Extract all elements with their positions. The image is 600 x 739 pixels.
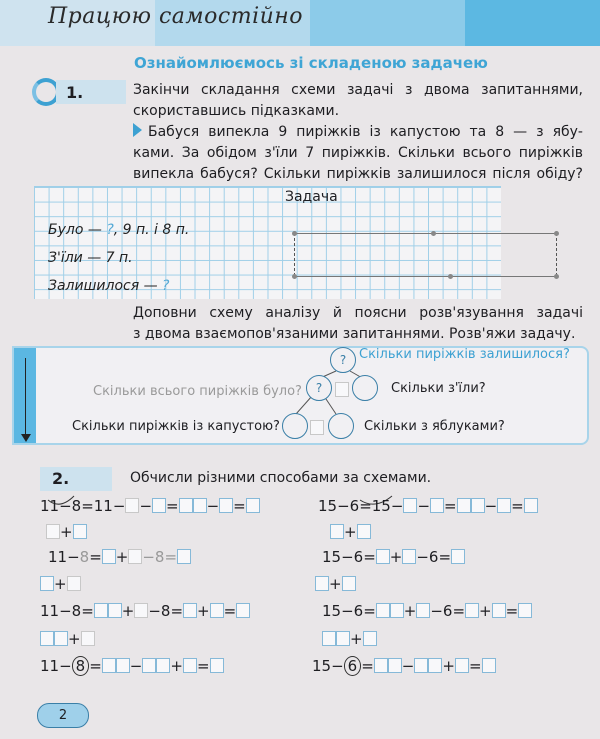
equation-right-3: 15−6= + −6= + = bbox=[322, 602, 532, 620]
decomp-right-2: + bbox=[315, 575, 356, 593]
grid-row-zalyshylosia: Залишилося — ? bbox=[48, 278, 170, 294]
decomp-right-3: + bbox=[322, 630, 377, 648]
operation-square-mid[interactable] bbox=[335, 382, 349, 397]
equation-left-4: 11− 8 = − + = bbox=[40, 657, 224, 675]
circle-bottom-right[interactable] bbox=[328, 413, 354, 439]
equation-right-2: 15−6= + −6= bbox=[322, 548, 465, 566]
equation-left-1: 11−8=11− − = − = bbox=[40, 497, 260, 515]
circle-mid-right[interactable] bbox=[352, 375, 378, 401]
decomp-right-1: + bbox=[330, 523, 371, 541]
task-1-number: 1. bbox=[66, 82, 84, 102]
circle-top-question[interactable]: ? bbox=[330, 347, 356, 373]
circle-bottom-left[interactable] bbox=[282, 413, 308, 439]
grid-row-bulo: Було — ?, 9 п. і 8 п. bbox=[48, 222, 190, 238]
decomp-left-3: + bbox=[40, 630, 95, 648]
grid-row-zily: З'їли — 7 п. bbox=[48, 250, 133, 266]
page-header-title: Працюю самостійно bbox=[48, 4, 304, 29]
task-1-instruction-2: Доповни схему аналізу й поясни розв'язування задачі з двома взаємопов'язаними запитаннями. Розв'яжи задачу. bbox=[133, 305, 583, 342]
page-number: 2 bbox=[37, 703, 89, 728]
circle-mid-question[interactable]: ? bbox=[306, 375, 332, 401]
decomp-left-1: + bbox=[46, 523, 87, 541]
equation-right-4: 15− 6 = − + = bbox=[312, 657, 496, 675]
task-2-number: 2. bbox=[40, 467, 112, 491]
equation-left-3: 11−8= + −8= + = bbox=[40, 602, 250, 620]
task-2-instruction: Обчисли різними способами за схемами. bbox=[130, 470, 432, 486]
top-question-label: Скільки пиріжків залишилося? bbox=[359, 347, 570, 362]
bottom-left-question: Скільки пиріжків із капустою? bbox=[72, 419, 280, 434]
mid-left-question: Скільки всього пиріжків було? bbox=[93, 384, 302, 399]
task-1-instruction: Закінчи складання схеми задачі з двома запитаннями, скориставшись підказками. bbox=[133, 82, 583, 119]
equation-right-1: 15−6=15− − = − = bbox=[318, 497, 538, 515]
operation-square-bottom[interactable] bbox=[310, 420, 324, 435]
task-1-problem: Бабуся випекла 9 пиріжків із капустою та 8 — з ябу- ками. За обідом з'їли 7 пиріжків. Скільки всього пиріжків випекла бабуся? Скільки пиріжків залишилося після обіду? bbox=[133, 124, 583, 182]
section-subtitle: Ознайомлюємось зі складеною задачею bbox=[134, 54, 488, 72]
grid-heading: Задача bbox=[285, 189, 338, 205]
equation-left-2: 11−8= + −8= bbox=[48, 548, 191, 566]
mid-right-question: Скільки з'їли? bbox=[391, 381, 486, 396]
bottom-right-question: Скільки з яблуками? bbox=[364, 419, 505, 434]
decomp-left-2: + bbox=[40, 575, 81, 593]
